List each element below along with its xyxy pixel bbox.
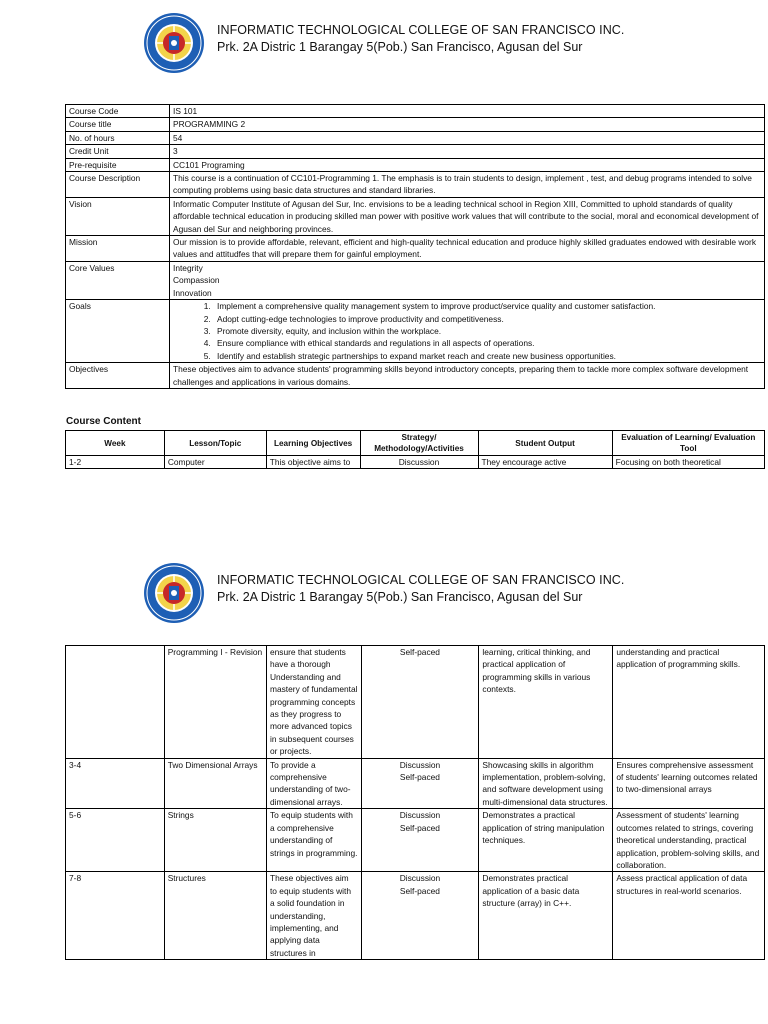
strategy-line: Discussion	[399, 810, 441, 821]
core-value-item: Compassion	[173, 275, 220, 286]
document-page-2	[0, 500, 768, 1024]
header-text	[217, 23, 624, 55]
goal-item: 3. Promote diversity, equity, and inclusion within the workplace.	[213, 325, 761, 337]
college-address: Prk. 2A Distric 1 Barangay 5(Pob.) San Francisco, Agusan del Sur	[217, 590, 583, 604]
cell-output: They encourage active	[478, 456, 612, 469]
goal-item: 2. Adopt cutting-edge technologies to improve productivity and competitiveness.	[213, 313, 761, 325]
strategy-line: Discussion	[399, 759, 441, 770]
info-label: Credit Unit	[66, 145, 170, 158]
header-evaluation: Evaluation of Learning/ Evaluation Tool	[612, 431, 764, 456]
cell-week: 5-6	[66, 809, 165, 872]
table-row	[66, 456, 765, 469]
cell-strategy	[361, 872, 479, 960]
cell-output: Showcasing skills in algorithm implementation, problem-solving, and software development using multi-dimensional data structures.	[479, 758, 613, 809]
header-output: Student Output	[478, 431, 612, 456]
strategy-line: Self-paced	[399, 772, 440, 783]
info-value: 3	[170, 145, 765, 158]
info-value: PROGRAMMING 2	[170, 118, 765, 131]
cell-evaluation: Focusing on both theoretical	[612, 456, 764, 469]
info-label: Mission	[66, 236, 170, 262]
info-label: Vision	[66, 197, 170, 235]
table-row	[66, 758, 765, 809]
header-text	[217, 573, 624, 605]
college-address: Prk. 2A Distric 1 Barangay 5(Pob.) San Francisco, Agusan del Sur	[217, 40, 583, 54]
info-value: IS 101	[170, 105, 765, 118]
document-page-1	[0, 0, 768, 500]
cell-strategy	[361, 809, 479, 872]
header-objectives: Learning Objectives	[266, 431, 360, 456]
cell-lesson: Strings	[164, 809, 266, 872]
goal-item: 5. Identify and establish strategic partnerships to expand market reach and create new business opportunities.	[213, 350, 761, 362]
cell-week: 3-4	[66, 758, 165, 809]
course-info-table	[65, 104, 765, 389]
info-row-hours	[66, 131, 765, 144]
info-row-course-code	[66, 105, 765, 118]
info-row-goals	[66, 300, 765, 363]
cell-objectives: ensure that students have a thorough Understanding and mastery of fundamental programming concepts as they progress to more advanced topics in subsequent courses or projects.	[266, 646, 361, 759]
header-strategy: Strategy/ Methodology/Activities	[360, 431, 478, 456]
info-value: Informatic Computer Institute of Agusan del Sur, Inc. envisions to be a leading technical school in Region XIII, Committed to uphold standards of quality affordable technical education in producing skilled man power with positive work values that will contribute to the social, moral and economical development of Agusan del Sur and neighboring provinces.	[170, 197, 765, 235]
goal-item: 4. Ensure compliance with ethical standards and regulations in all aspects of operations.	[213, 337, 761, 349]
cell-objectives: These objectives aim to equip students with a solid foundation in understanding, implementing, and applying data structures in	[266, 872, 361, 960]
course-content-table-continued	[65, 645, 765, 960]
course-content-table	[65, 430, 765, 469]
info-label: Objectives	[66, 363, 170, 389]
info-value: CC101 Programing	[170, 158, 765, 171]
cell-week: 7-8	[66, 872, 165, 960]
cell-lesson: Structures	[164, 872, 266, 960]
course-content-title: Course Content	[66, 416, 141, 427]
cell-week: 1-2	[66, 456, 165, 469]
strategy-line: Discussion	[399, 873, 441, 884]
college-name: INFORMATIC TECHNOLOGICAL COLLEGE OF SAN FRANCISCO INC.	[217, 573, 625, 587]
info-value: These objectives aim to advance students' programming skills beyond introductory concepts, preparing them to tackle more complex software development challenges and applications in various domains.	[170, 363, 765, 389]
cell-lesson: Programming I - Revision	[164, 646, 266, 759]
info-value	[170, 300, 765, 363]
college-name: INFORMATIC TECHNOLOGICAL COLLEGE OF SAN FRANCISCO INC.	[217, 23, 625, 37]
info-value	[170, 261, 765, 299]
cell-objectives: To equip students with a comprehensive understanding of strings in programming.	[266, 809, 361, 872]
cell-lesson: Two Dimensional Arrays	[164, 758, 266, 809]
goal-item: 1. Implement a comprehensive quality management system to improve product/service quality and customer satisfaction.	[213, 300, 761, 312]
cell-evaluation: Assess practical application of data structures in real-world scenarios.	[613, 872, 765, 960]
strategy-line: Self-paced	[399, 885, 440, 896]
strategy-line: Self-paced	[399, 822, 440, 833]
core-value-item: Innovation	[173, 287, 212, 298]
info-row-prereq	[66, 158, 765, 171]
college-seal-icon	[143, 12, 205, 74]
table-header-row	[66, 431, 765, 456]
table-row	[66, 809, 765, 872]
cell-evaluation: Assessment of students' learning outcomes related to strings, covering theoretical understanding, practical application, problem-solving skills, and collaboration.	[613, 809, 765, 872]
cell-evaluation: Ensures comprehensive assessment of students' learning outcomes related to two-dimensional arrays	[613, 758, 765, 809]
page-header	[143, 562, 624, 624]
cell-strategy: Discussion	[360, 456, 478, 469]
info-value: 54	[170, 131, 765, 144]
cell-output: learning, critical thinking, and practical application of programming skills in various contexts.	[479, 646, 613, 759]
core-value-item: Integrity	[173, 262, 203, 273]
info-label: Course Description	[66, 172, 170, 198]
table-row	[66, 646, 765, 759]
cell-output: Demonstrates practical application of a basic data structure (array) in C++.	[479, 872, 613, 960]
info-value: Our mission is to provide affordable, relevant, efficient and high-quality technical education and produce highly skilled graduates endowed with desirable work values and attitudfes that will prepare them for gainful employment.	[170, 236, 765, 262]
header-week: Week	[66, 431, 165, 456]
cell-strategy	[361, 758, 479, 809]
table-row	[66, 872, 765, 960]
cell-output: Demonstrates a practical application of string manipulation techniques.	[479, 809, 613, 872]
page-header	[143, 12, 624, 74]
info-label: Pre-requisite	[66, 158, 170, 171]
info-row-mission	[66, 236, 765, 262]
info-row-vision	[66, 197, 765, 235]
info-row-course-title	[66, 118, 765, 131]
college-seal-icon	[143, 562, 205, 624]
cell-strategy: Self-paced	[361, 646, 479, 759]
info-row-core-values	[66, 261, 765, 299]
info-label: No. of hours	[66, 131, 170, 144]
info-label: Core Values	[66, 261, 170, 299]
cell-week	[66, 646, 165, 759]
info-label: Course title	[66, 118, 170, 131]
cell-evaluation: understanding and practical application of programming skills.	[613, 646, 765, 759]
cell-objectives: To provide a comprehensive understanding of two-dimensional arrays.	[266, 758, 361, 809]
cell-lesson: Computer	[164, 456, 266, 469]
goals-list	[173, 300, 761, 362]
info-row-description	[66, 172, 765, 198]
info-label: Course Code	[66, 105, 170, 118]
info-row-objectives	[66, 363, 765, 389]
header-lesson: Lesson/Topic	[164, 431, 266, 456]
info-label: Goals	[66, 300, 170, 363]
cell-objectives: This objective aims to	[266, 456, 360, 469]
info-value: This course is a continuation of CC101-Programming 1. The emphasis is to train students to design, implement , test, and debug programs intended to solve computing problems using basic data structures and standard libraries.	[170, 172, 765, 198]
info-row-credit	[66, 145, 765, 158]
